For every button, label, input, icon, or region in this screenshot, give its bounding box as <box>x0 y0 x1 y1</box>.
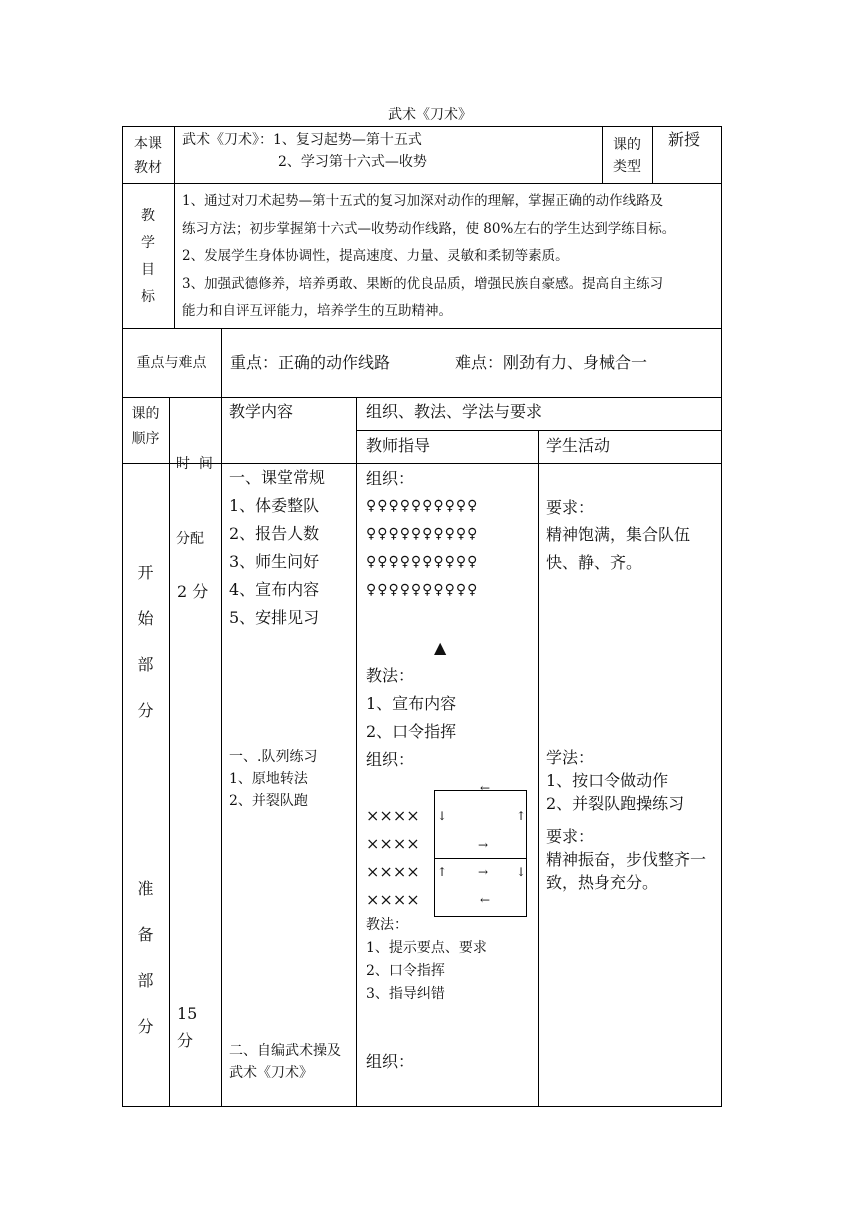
lesson-type-value: 新授 <box>668 130 701 149</box>
prep-time-line: 分 <box>177 1031 194 1050</box>
arrow-up-icon: ↑ <box>516 809 527 823</box>
objective-line: 练习方法；初步掌握第十六式—收势动作线路，使 80%左右的学生达到学练目标。 <box>182 220 676 237</box>
teacher-org-label: 组织： <box>366 1052 415 1071</box>
objective-line: 2、发展学生身体协调性，提高速度、力量、灵敏和柔韧等素质。 <box>182 248 569 264</box>
arrow-down-icon: ↓ <box>516 865 527 879</box>
content-item: 3、师生问好 <box>229 552 320 571</box>
divider <box>122 183 722 184</box>
divider <box>652 126 653 183</box>
divider <box>174 183 175 328</box>
textbook-label-line: 教材 <box>134 160 162 176</box>
start-section-label <box>122 550 169 734</box>
objectives-label <box>122 203 174 311</box>
student-req-line: 快、静、齐。 <box>546 553 643 572</box>
textbook-label-line: 本课 <box>134 136 162 152</box>
arrow-right-icon: → <box>478 838 489 852</box>
start-methods <box>366 690 456 746</box>
divider <box>538 430 539 1107</box>
objectives-text <box>182 188 675 326</box>
section-label-char: 开 <box>137 563 154 582</box>
start-time: 2 分 <box>177 582 209 601</box>
order-header-line: 顺序 <box>131 431 160 447</box>
x-formation <box>366 802 420 914</box>
formation-rows <box>366 492 478 604</box>
prep-content <box>229 746 317 812</box>
arrow-left-icon: ← <box>480 893 491 907</box>
x-row: ×××× <box>366 834 420 853</box>
method-item: 1、宣布内容 <box>366 694 457 713</box>
method-label: 教法： <box>366 666 415 685</box>
formation-row: ♀♀♀♀♀♀♀♀♀♀ <box>366 498 479 514</box>
content-item: 4、宣布内容 <box>229 580 320 599</box>
lesson-type-label-line: 课的 <box>613 137 641 153</box>
objectives-label-char: 标 <box>141 289 155 305</box>
section-label-char: 部 <box>137 971 154 990</box>
objectives-label-char: 教 <box>141 208 155 224</box>
prep-methods <box>366 914 487 1006</box>
prep-section-label <box>122 866 169 1050</box>
formation-row: ♀♀♀♀♀♀♀♀♀♀ <box>366 554 479 570</box>
x-row: ×××× <box>366 862 420 881</box>
objective-line: 3、加强武德修养，培养勇敢、果断的优良品质，增强民族自豪感。提高自主练习 <box>182 275 664 292</box>
divider <box>122 328 722 329</box>
content-item: 一、课堂常规 <box>229 468 326 487</box>
time-header-line: 分配 <box>176 531 204 547</box>
arrow-down-icon: ↓ <box>437 809 448 823</box>
divider <box>169 397 170 1107</box>
section-label-char: 部 <box>137 655 154 674</box>
content-item: 2、并裂队跑 <box>229 793 308 809</box>
section-label-char: 分 <box>137 1017 154 1036</box>
student-header: 学生活动 <box>546 436 611 455</box>
student-req-line: 致，热身充分。 <box>546 873 659 892</box>
divider <box>356 397 357 1107</box>
content-item: 武术《刀术》 <box>229 1065 313 1081</box>
content-item: 5、安排见习 <box>229 608 320 627</box>
student-method-label: 学法： <box>546 748 595 767</box>
x-row: ×××× <box>366 890 420 909</box>
time-header <box>176 402 213 577</box>
divider <box>356 430 722 431</box>
divider <box>174 126 175 183</box>
lesson-type-label-line: 类型 <box>613 159 641 175</box>
start-content <box>229 464 325 632</box>
method-item: 3、指导纠错 <box>366 986 445 1002</box>
student-req-line: 精神饱满，集合队伍 <box>546 525 691 544</box>
objectives-label-char: 学 <box>141 235 155 251</box>
teacher-position-icon: ▲ <box>434 638 447 657</box>
section-label-char: 准 <box>137 879 154 898</box>
section-label-char: 始 <box>137 609 154 628</box>
content-header: 教学内容 <box>229 402 294 421</box>
section-label-char: 分 <box>137 701 154 720</box>
student-req-label: 要求： <box>546 498 595 517</box>
formation-row: ♀♀♀♀♀♀♀♀♀♀ <box>366 526 479 542</box>
content-item: 一、.队列练习 <box>229 749 318 765</box>
start-student-req <box>546 521 690 577</box>
key-point: 重点：正确的动作线路 <box>230 353 391 372</box>
prep-content-2 <box>229 1040 341 1084</box>
student-req-label: 要求： <box>546 827 595 846</box>
content-item: 1、原地转法 <box>229 771 308 787</box>
time-header-line: 时 间 <box>176 456 213 472</box>
arrow-left-icon: ← <box>480 781 491 795</box>
arrow-right-icon: → <box>478 865 489 879</box>
method-item: 1、提示要点、要求 <box>366 940 487 956</box>
student-method-item: 1、按口令做动作 <box>546 771 669 790</box>
spacer <box>546 815 706 825</box>
divider <box>221 328 222 397</box>
objective-line: 1、通过对刀术起势—第十五式的复习加深对动作的理解，掌握正确的动作线路及 <box>182 193 664 209</box>
x-row: ×××× <box>366 806 420 825</box>
content-item: 二、自编武术操及 <box>229 1043 341 1059</box>
lesson-type-label <box>602 134 652 178</box>
formation-row: ♀♀♀♀♀♀♀♀♀♀ <box>366 582 479 598</box>
order-header <box>122 402 169 452</box>
textbook-content-line: 武术《刀术》：1、复习起势—第十五式 <box>182 132 422 148</box>
divider <box>221 397 222 1107</box>
track-divider <box>434 858 527 859</box>
student-req-line: 精神振奋，步伐整齐一 <box>546 850 707 869</box>
teacher-header: 教师指导 <box>366 436 431 455</box>
student-method-item: 2、并裂队跑操练习 <box>546 794 685 813</box>
prep-student <box>546 746 706 894</box>
objective-line: 能力和自评互评能力，培养学生的互助精神。 <box>182 303 452 319</box>
objectives-label-char: 目 <box>141 262 155 278</box>
method-item: 2、口令指挥 <box>366 963 445 979</box>
method-item: 2、口令指挥 <box>366 722 457 741</box>
teacher-org-label: 组织： <box>366 469 415 488</box>
teacher-org-label: 组织： <box>366 750 415 769</box>
prep-time-line: 15 <box>177 1004 198 1023</box>
document-title: 武术《刀术》 <box>388 107 472 123</box>
order-header-line: 课的 <box>131 406 160 422</box>
method-label: 教法： <box>366 917 408 933</box>
org-header: 组织、教法、学法与要求 <box>366 402 543 421</box>
difficulty-point: 难点：刚劲有力、身械合一 <box>455 353 648 372</box>
key-points-label: 重点与难点 <box>136 355 207 371</box>
prep-time <box>177 1000 197 1054</box>
arrow-up-icon: ↑ <box>437 865 448 879</box>
content-item: 1、体委整队 <box>229 496 320 515</box>
section-label-char: 备 <box>137 925 154 944</box>
textbook-label <box>122 132 174 180</box>
content-item: 2、报告人数 <box>229 524 320 543</box>
textbook-content-line: 2、学习第十六式—收势 <box>278 154 427 170</box>
